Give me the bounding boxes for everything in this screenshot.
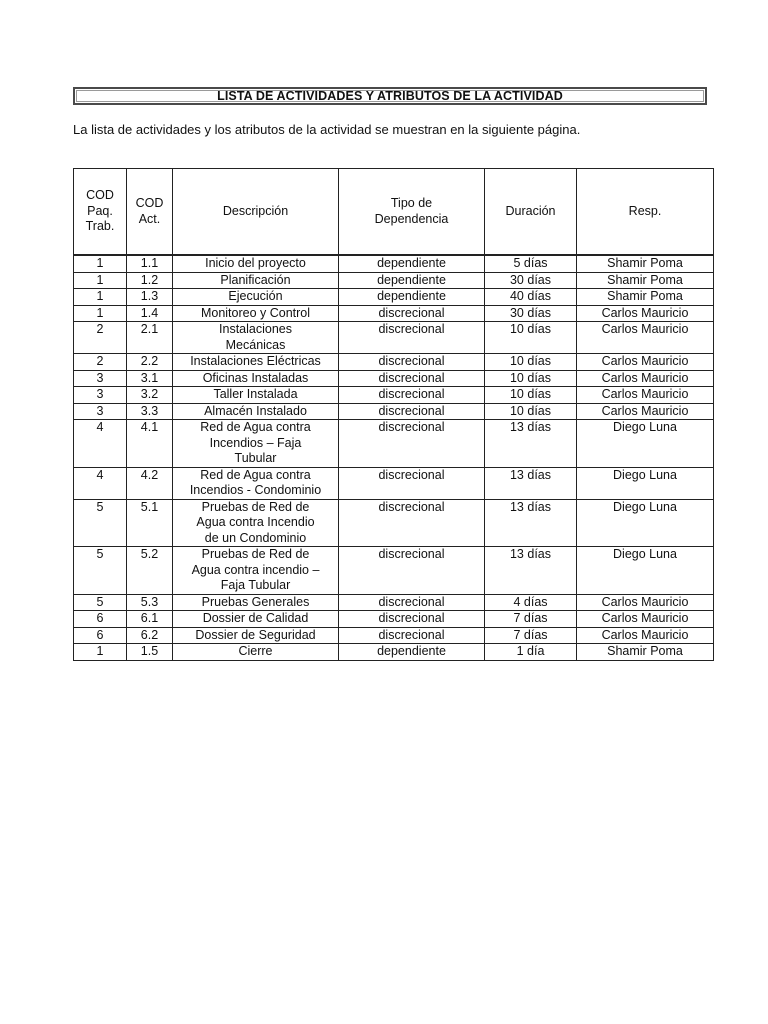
cell-cod-act: 1.1 [127, 255, 173, 272]
descripcion-line: Red de Agua contra [200, 420, 311, 434]
descripcion-line: Monitoreo y Control [200, 305, 311, 320]
cell-descripcion [173, 354, 339, 371]
cell-tipo-dependencia: discrecional [339, 354, 485, 371]
descripcion-line: Incendios - Condominio [189, 483, 322, 497]
descripcion-line: de un Condominio [204, 530, 307, 545]
descripcion-line: Pruebas de Red de [201, 547, 310, 561]
cell-resp: Shamir Poma [577, 272, 714, 289]
cell-tipo-dependencia: dependiente [339, 644, 485, 661]
descripcion-line: Dossier de Calidad [202, 611, 309, 625]
table-row [74, 322, 714, 354]
cell-cod-paq: 5 [74, 547, 127, 595]
cell-descripcion [173, 594, 339, 611]
cell-duracion: 10 días [485, 403, 577, 420]
cell-cod-act: 2.1 [127, 322, 173, 354]
cell-cod-paq: 1 [74, 255, 127, 272]
table-header-row [74, 169, 714, 256]
cell-tipo-dependencia: discrecional [339, 305, 485, 322]
cell-duracion: 40 días [485, 289, 577, 306]
cell-tipo-dependencia: discrecional [339, 499, 485, 547]
table-row [74, 305, 714, 322]
table-body [74, 255, 714, 660]
cell-resp: Diego Luna [577, 420, 714, 468]
table-row [74, 611, 714, 628]
cell-tipo-dependencia: discrecional [339, 467, 485, 499]
table-row [74, 499, 714, 547]
cell-resp: Carlos Mauricio [577, 627, 714, 644]
descripcion-line: Mecánicas [225, 337, 286, 352]
cell-descripcion [173, 370, 339, 387]
cell-duracion: 13 días [485, 420, 577, 468]
cell-duracion: 13 días [485, 467, 577, 499]
cell-cod-act: 1.2 [127, 272, 173, 289]
cell-cod-act: 6.1 [127, 611, 173, 628]
cell-duracion: 30 días [485, 272, 577, 289]
cell-descripcion [173, 499, 339, 547]
cell-cod-paq: 1 [74, 272, 127, 289]
cell-resp: Shamir Poma [577, 255, 714, 272]
cell-cod-act: 3.3 [127, 403, 173, 420]
cell-cod-act: 5.2 [127, 547, 173, 595]
cell-duracion: 10 días [485, 387, 577, 404]
table-row [74, 467, 714, 499]
cell-resp: Diego Luna [577, 467, 714, 499]
cell-descripcion [173, 627, 339, 644]
descripcion-line: Faja Tubular [220, 578, 291, 592]
table-row [74, 272, 714, 289]
cell-tipo-dependencia: discrecional [339, 611, 485, 628]
cell-duracion: 10 días [485, 354, 577, 371]
cell-descripcion [173, 305, 339, 322]
header-cod-act: COD Act. [127, 169, 173, 256]
cell-cod-act: 1.5 [127, 644, 173, 661]
intro-paragraph: La lista de actividades y los atributos de la actividad se muestran en la siguiente página. [73, 122, 581, 137]
cell-cod-paq: 5 [74, 499, 127, 547]
cell-resp: Diego Luna [577, 547, 714, 595]
cell-resp: Diego Luna [577, 499, 714, 547]
cell-tipo-dependencia: dependiente [339, 289, 485, 306]
cell-duracion: 4 días [485, 594, 577, 611]
cell-descripcion [173, 644, 339, 661]
header-resp: Resp. [577, 169, 714, 256]
cell-duracion: 1 día [485, 644, 577, 661]
cell-resp: Carlos Mauricio [577, 354, 714, 371]
table-row [74, 354, 714, 371]
cell-cod-act: 5.3 [127, 594, 173, 611]
descripcion-line: Instalaciones Eléctricas [190, 354, 321, 368]
descripcion-line: Red de Agua contra [200, 467, 311, 482]
cell-resp: Carlos Mauricio [577, 387, 714, 404]
cell-cod-paq: 1 [74, 289, 127, 306]
cell-cod-act: 1.4 [127, 305, 173, 322]
table-row [74, 370, 714, 387]
cell-resp: Shamir Poma [577, 644, 714, 661]
cell-tipo-dependencia: discrecional [339, 403, 485, 420]
descripcion-line: Instalaciones [219, 322, 292, 336]
cell-descripcion [173, 387, 339, 404]
header-cod-paq-trab: COD Paq. Trab. [74, 169, 127, 256]
descripcion-line: Oficinas Instaladas [202, 370, 309, 385]
cell-resp: Carlos Mauricio [577, 370, 714, 387]
descripcion-line: Agua contra incendio – [191, 562, 320, 577]
cell-tipo-dependencia: discrecional [339, 547, 485, 595]
document-title: LISTA DE ACTIVIDADES Y ATRIBUTOS DE LA ACTIVIDAD [217, 89, 563, 103]
cell-cod-act: 5.1 [127, 499, 173, 547]
cell-cod-act: 6.2 [127, 627, 173, 644]
table-row [74, 420, 714, 468]
cell-descripcion [173, 272, 339, 289]
header-descripcion: Descripción [173, 169, 339, 256]
cell-cod-paq: 1 [74, 305, 127, 322]
cell-tipo-dependencia: discrecional [339, 594, 485, 611]
cell-descripcion [173, 289, 339, 306]
table-row [74, 255, 714, 272]
descripcion-line: Cierre [238, 644, 273, 658]
descripcion-line: Agua contra Incendio [196, 515, 315, 529]
cell-cod-paq: 5 [74, 594, 127, 611]
cell-descripcion [173, 322, 339, 354]
cell-cod-act: 1.3 [127, 289, 173, 306]
cell-resp: Carlos Mauricio [577, 403, 714, 420]
cell-duracion: 10 días [485, 322, 577, 354]
cell-cod-paq: 4 [74, 467, 127, 499]
cell-cod-paq: 3 [74, 403, 127, 420]
cell-cod-act: 4.1 [127, 420, 173, 468]
cell-duracion: 13 días [485, 547, 577, 595]
cell-duracion: 13 días [485, 499, 577, 547]
cell-cod-paq: 3 [74, 370, 127, 387]
header-tipo-dependencia: Tipo de Dependencia [339, 169, 485, 256]
descripcion-line: Taller Instalada [213, 387, 298, 401]
cell-descripcion [173, 611, 339, 628]
descripcion-line: Dossier de Seguridad [195, 627, 316, 642]
descripcion-line: Inicio del proyecto [205, 256, 306, 270]
cell-tipo-dependencia: dependiente [339, 255, 485, 272]
cell-resp: Carlos Mauricio [577, 594, 714, 611]
cell-cod-paq: 2 [74, 322, 127, 354]
activities-table [73, 168, 714, 661]
cell-descripcion [173, 420, 339, 468]
cell-resp: Carlos Mauricio [577, 305, 714, 322]
cell-duracion: 5 días [485, 255, 577, 272]
cell-cod-paq: 1 [74, 644, 127, 661]
cell-resp: Carlos Mauricio [577, 611, 714, 628]
cell-tipo-dependencia: discrecional [339, 627, 485, 644]
table-row [74, 594, 714, 611]
table-row [74, 547, 714, 595]
descripcion-line: Pruebas de Red de [201, 499, 310, 514]
cell-tipo-dependencia: discrecional [339, 370, 485, 387]
table-row [74, 627, 714, 644]
cell-tipo-dependencia: discrecional [339, 387, 485, 404]
descripcion-line: Almacén Instalado [204, 403, 307, 418]
cell-duracion: 7 días [485, 611, 577, 628]
cell-cod-paq: 2 [74, 354, 127, 371]
document-title-box [73, 87, 707, 105]
cell-cod-paq: 6 [74, 627, 127, 644]
header-duracion: Duración [485, 169, 577, 256]
cell-duracion: 30 días [485, 305, 577, 322]
cell-cod-act: 3.1 [127, 370, 173, 387]
descripcion-line: Planificación [220, 272, 291, 287]
table-row [74, 644, 714, 661]
cell-cod-act: 4.2 [127, 467, 173, 499]
cell-tipo-dependencia: discrecional [339, 420, 485, 468]
table-row [74, 403, 714, 420]
cell-resp: Carlos Mauricio [577, 322, 714, 354]
table-row [74, 387, 714, 404]
descripcion-line: Incendios – Faja [209, 435, 302, 450]
descripcion-line: Ejecución [228, 289, 283, 303]
cell-duracion: 7 días [485, 627, 577, 644]
cell-tipo-dependencia: dependiente [339, 272, 485, 289]
descripcion-line: Pruebas Generales [201, 594, 310, 609]
cell-cod-act: 3.2 [127, 387, 173, 404]
cell-descripcion [173, 403, 339, 420]
cell-cod-paq: 6 [74, 611, 127, 628]
cell-descripcion [173, 467, 339, 499]
cell-cod-act: 2.2 [127, 354, 173, 371]
table-row [74, 289, 714, 306]
cell-descripcion [173, 255, 339, 272]
cell-resp: Shamir Poma [577, 289, 714, 306]
cell-cod-paq: 3 [74, 387, 127, 404]
cell-duracion: 10 días [485, 370, 577, 387]
cell-descripcion [173, 547, 339, 595]
cell-cod-paq: 4 [74, 420, 127, 468]
cell-tipo-dependencia: discrecional [339, 322, 485, 354]
descripcion-line: Tubular [234, 451, 277, 465]
